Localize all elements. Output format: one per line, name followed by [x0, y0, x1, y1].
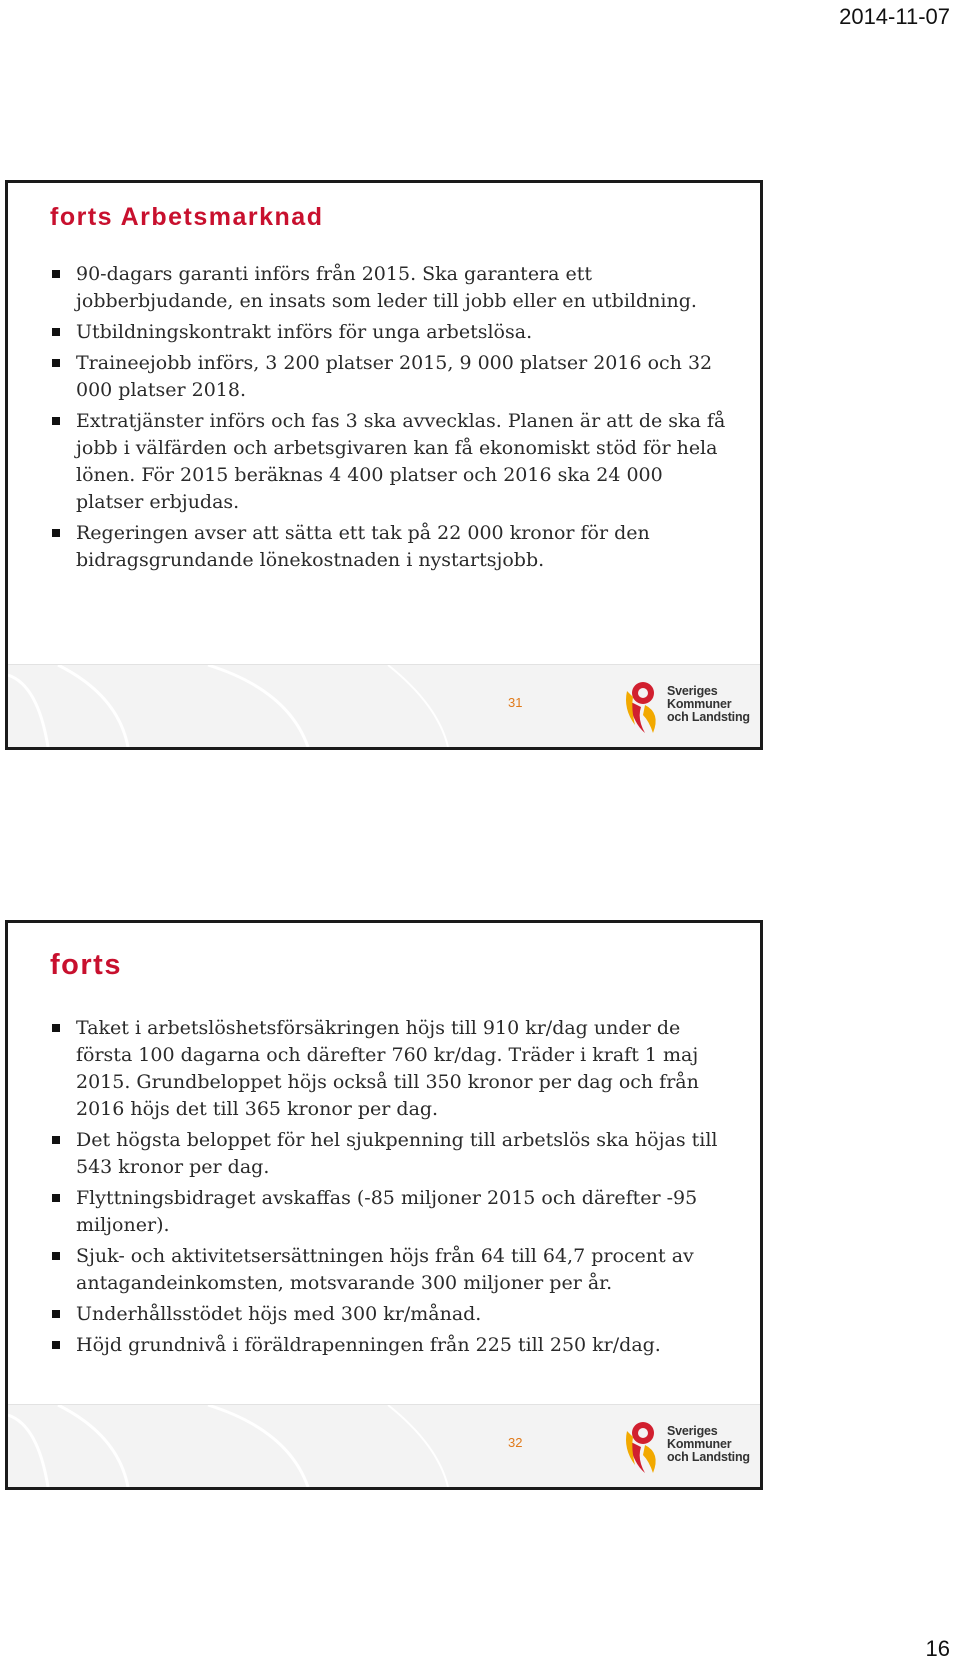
square-bullet-icon [52, 1252, 60, 1260]
bullet-text: Regeringen avser att sätta ett tak på 22 000 kronor för den bidragsgrundande lönekostnaden i nystartsjobb. [76, 522, 650, 571]
list-item [52, 1243, 732, 1297]
slide-number: 31 [508, 695, 523, 710]
bullet-text: Taket i arbetslöshetsförsäkringen höjs till 910 kr/dag under de första 100 dagarna och därefter 760 kr/dag. Träder i kraft 1 maj 2015. Grundbeloppet höjs också till 350 kronor per dag och från 2016 höjs det till 365 kronor per dag. [76, 1017, 699, 1120]
page-date: 2014-11-07 [839, 4, 950, 29]
list-item [52, 319, 732, 346]
list-item [52, 520, 732, 574]
logo-line: och Landsting [667, 710, 750, 724]
bullet-text: Extratjänster införs och fas 3 ska avvecklas. Planen är att de ska få jobb i välfärden och arbetsgivaren kan få ekonomiskt stöd för hela lönen. För 2015 beräknas 4 400 platser och 2016 ska 24 000 platser erbjudas. [76, 410, 726, 513]
list-item [52, 408, 732, 516]
list-item [52, 261, 732, 315]
list-item [52, 1185, 732, 1239]
list-item [52, 1127, 732, 1181]
slide-footer [8, 664, 760, 747]
logo-text [667, 685, 750, 724]
flame-logo-icon [623, 679, 663, 735]
logo-text [667, 1425, 750, 1464]
bullet-list [52, 261, 732, 578]
bullet-text: Underhållsstödet höjs med 300 kr/månad. [76, 1303, 482, 1325]
square-bullet-icon [52, 328, 60, 336]
bullet-text: 90-dagars garanti införs från 2015. Ska garantera ett jobberbjudande, en insats som leder till jobb eller en utbildning. [76, 263, 697, 312]
logo-line: Sveriges [667, 1424, 718, 1438]
logo-line: Sveriges [667, 684, 718, 698]
square-bullet-icon [52, 359, 60, 367]
logo-line: och Landsting [667, 1450, 750, 1464]
square-bullet-icon [52, 1310, 60, 1318]
slide-32 [5, 920, 763, 1490]
slide-title: forts [50, 949, 122, 981]
logo-line: Kommuner [667, 697, 732, 711]
flame-logo-icon [623, 1419, 663, 1475]
square-bullet-icon [52, 1194, 60, 1202]
square-bullet-icon [52, 270, 60, 278]
skl-logo [623, 679, 753, 735]
logo-line: Kommuner [667, 1437, 732, 1451]
square-bullet-icon [52, 417, 60, 425]
list-item [52, 1015, 732, 1123]
bullet-list [52, 1015, 732, 1363]
bullet-text: Sjuk- och aktivitetsersättningen höjs från 64 till 64,7 procent av antagandeinkomsten, motsvarande 300 miljoner per år. [76, 1245, 694, 1294]
square-bullet-icon [52, 1341, 60, 1349]
square-bullet-icon [52, 1136, 60, 1144]
bullet-text: Utbildningskontrakt införs för unga arbetslösa. [76, 321, 533, 343]
bullet-text: Traineejobb införs, 3 200 platser 2015, 9 000 platser 2016 och 32 000 platser 2018. [76, 352, 713, 401]
skl-logo [623, 1419, 753, 1475]
page-number: 16 [925, 1636, 950, 1661]
square-bullet-icon [52, 529, 60, 537]
list-item [52, 350, 732, 404]
slide-title: forts Arbetsmarknad [50, 203, 324, 231]
list-item [52, 1332, 732, 1359]
bullet-text: Det högsta beloppet för hel sjukpenning till arbetslös ska höjas till 543 kronor per dag. [76, 1129, 718, 1178]
slide-number: 32 [508, 1435, 523, 1450]
bullet-text: Höjd grundnivå i föräldrapenningen från 225 till 250 kr/dag. [76, 1334, 661, 1356]
slide-31 [5, 180, 763, 750]
square-bullet-icon [52, 1024, 60, 1032]
list-item [52, 1301, 732, 1328]
bullet-text: Flyttningsbidraget avskaffas (-85 miljoner 2015 och därefter -95 miljoner). [76, 1187, 698, 1236]
slide-footer [8, 1404, 760, 1487]
